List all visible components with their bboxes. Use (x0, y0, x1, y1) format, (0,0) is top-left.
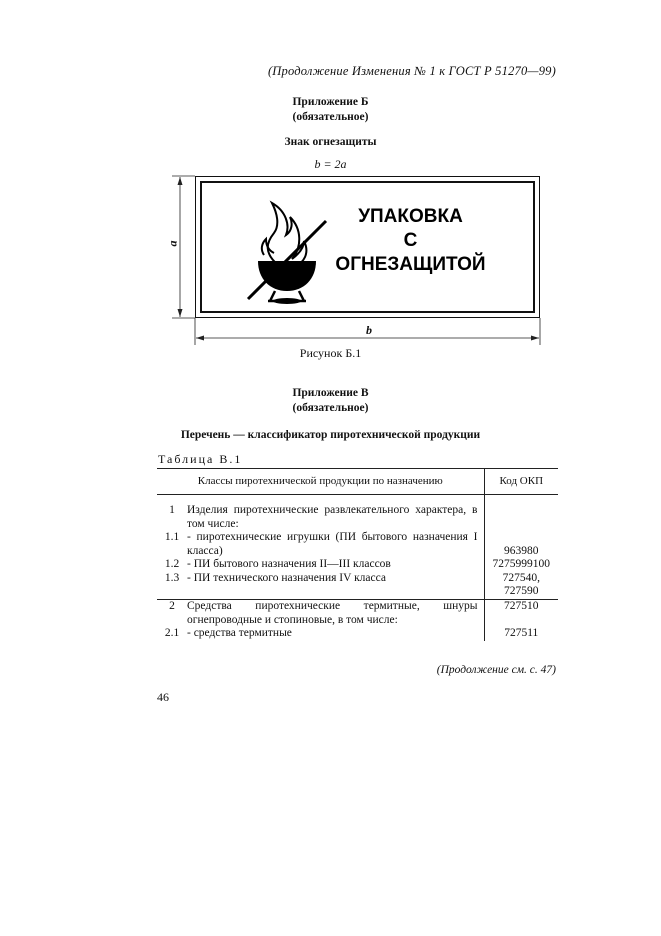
sign-text-line3: ОГНЕЗАЩИТОЙ (335, 254, 486, 275)
dimension-a-label: a (165, 240, 180, 247)
list-item (157, 627, 484, 641)
appendix-v-title-block (0, 386, 661, 416)
sign-inner-frame (200, 181, 535, 313)
class-cell (157, 600, 484, 641)
okp-code: 727511 (504, 627, 539, 639)
page-number: 46 (157, 690, 169, 704)
item-text: - ПИ технического назначения IV класса (187, 571, 386, 584)
item-text: Средства пиротехнические термитные, шнуры огнепроводные и стопиновые, в том числе: (187, 600, 478, 626)
running-header: (Продолжение Изменения № 1 к ГОСТ Р 51270—99) (267, 64, 556, 78)
list-item (157, 572, 484, 586)
appendix-v-title: Приложение В (292, 387, 369, 399)
class-cell (157, 495, 484, 600)
column-header-okp-code: Код ОКП (484, 469, 558, 495)
appendix-b-heading: Знак огнезащиты (284, 136, 377, 148)
sign-text-line1: УПАКОВКА (358, 206, 463, 227)
item-text: Изделия пиротехнические развлекательного характера, в том числе: (187, 504, 478, 530)
okp-code: 963980 (504, 544, 539, 557)
classifier-table (157, 468, 558, 641)
table-header-row (157, 469, 558, 495)
item-number: 1.3 (164, 571, 180, 584)
appendix-b-subtitle: (обязательное) (292, 111, 369, 123)
figure-caption: Рисунок Б.1 (299, 346, 362, 360)
list-item (157, 558, 484, 572)
appendix-b-title: Приложение Б (292, 96, 369, 108)
okp-code: 727510 (504, 600, 539, 612)
item-text: - средства термитные (187, 627, 292, 639)
dimension-b-label: b (366, 323, 372, 337)
sign-text-line2: С (403, 230, 418, 251)
item-text: - ПИ бытового назначения II—III классов (187, 558, 391, 570)
appendix-v-subtitle: (обязательное) (292, 402, 369, 414)
item-number: 1.1 (164, 531, 180, 543)
item-number: 2 (169, 600, 175, 612)
item-text: - пиротехнические игрушки (ПИ бытового назначения I класса) (187, 531, 478, 557)
code-cell (484, 600, 558, 641)
code-cell (484, 495, 558, 600)
continuation-note: (Продолжение см. с. 47) (436, 664, 556, 676)
list-item (157, 600, 484, 627)
okp-code: 727590 (504, 585, 539, 597)
table-caption: Таблица В.1 (158, 452, 243, 466)
item-number: 1.2 (164, 558, 180, 570)
table-row (157, 495, 558, 600)
table-row (157, 600, 558, 641)
appendix-v-heading: Перечень — классификатор пиротехнической продукции (180, 429, 481, 441)
list-item (157, 504, 484, 531)
okp-code: 7275999100 (492, 558, 550, 570)
list-item (157, 531, 484, 558)
okp-code: 727540, (502, 571, 540, 584)
fire-protection-sign (195, 176, 540, 318)
item-number: 1 (169, 504, 175, 516)
dimension-formula: b = 2a (314, 157, 347, 171)
item-number: 2.1 (164, 627, 180, 639)
column-header-classes: Классы пиротехнической продукции по назначению (157, 469, 484, 495)
